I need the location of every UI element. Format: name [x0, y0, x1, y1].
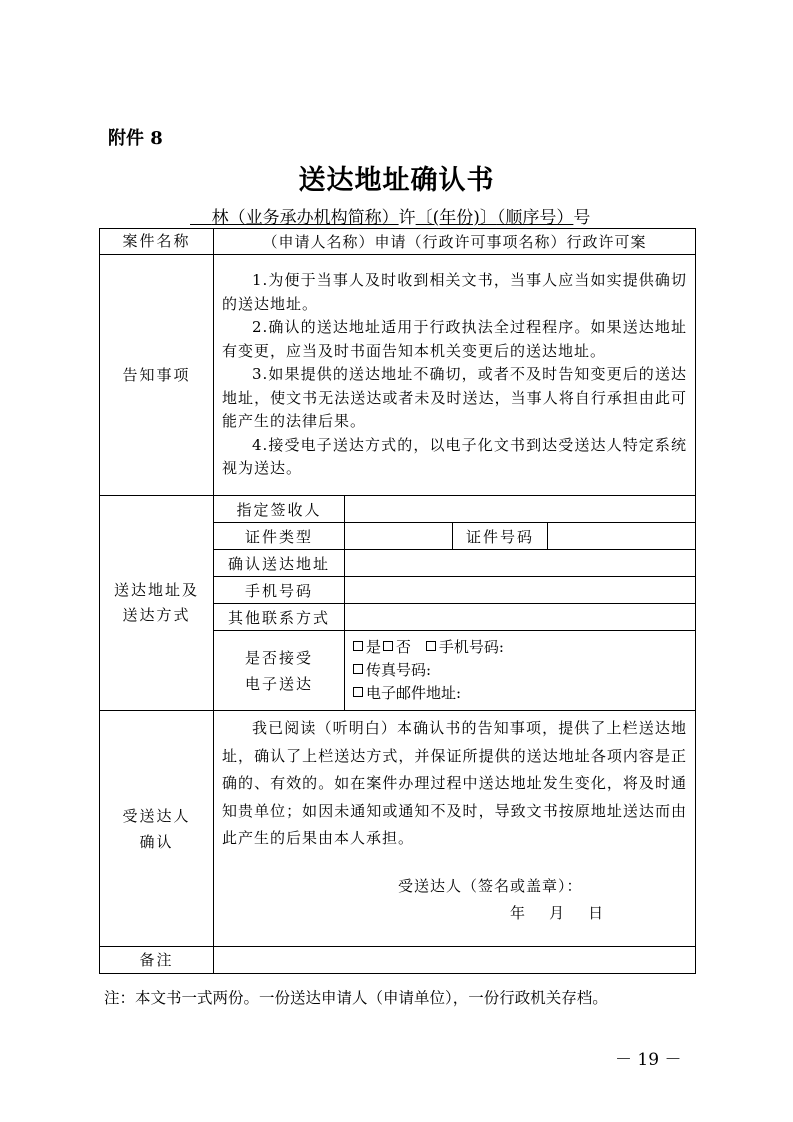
electronic-delivery-label-text: 是否接受电子送达: [244, 648, 313, 693]
other-contact-label: 其他联系方式: [214, 604, 345, 631]
mobile-field[interactable]: [345, 577, 696, 604]
id-number-label: 证件号码: [453, 523, 548, 550]
id-type-field[interactable]: [345, 523, 453, 550]
attachment-label: 附件 8: [108, 128, 163, 149]
doc-number-xu: 许: [398, 208, 416, 228]
no-option-label: 否: [396, 638, 412, 656]
recipient-confirm-content: [214, 711, 696, 947]
recipient-confirm-label: [100, 711, 214, 947]
designated-recipient-label: 指定签收人: [214, 496, 345, 523]
doc-number-year: 〔(年份)〕: [415, 208, 497, 228]
notice-content: [214, 255, 696, 496]
confirm-address-label: 确认送达地址: [214, 550, 345, 577]
remarks-label: 备注: [100, 947, 214, 974]
address-section-label: [100, 496, 214, 711]
recipient-confirm-text: 我已阅读（听明白）本确认书的告知事项，提供了上栏送达地址，确认了上栏送达方式，并保证所提供的送达地址各项内容是正确的、有效的。如在案件办理过程中送达地址发生变化，将及时通知贵单位；如因未通知或通知不及时，导致文书按原地址送达而由此产生的后果由本人承担。: [222, 719, 688, 847]
yes-option-label: 是: [366, 638, 382, 656]
id-number-field[interactable]: [548, 523, 696, 550]
document-title: 送达地址确认书: [298, 165, 495, 196]
case-name-value: （申请人名称）申请（行政许可事项名称）行政许可案: [214, 229, 696, 255]
doc-number-seq: （顺序号）: [496, 208, 574, 228]
designated-recipient-field[interactable]: [345, 496, 696, 523]
recipient-confirm-label-text: 受送达人确认: [122, 806, 191, 851]
other-contact-field[interactable]: [345, 604, 696, 631]
no-checkbox[interactable]: [383, 641, 393, 651]
date-line: 年 月 日: [510, 903, 605, 922]
doc-number-hao: 号: [573, 208, 591, 228]
email-checkbox[interactable]: [353, 687, 363, 697]
id-type-label: 证件类型: [214, 523, 345, 550]
notice-item-2: 2.确认的送达地址适用于行政执法全过程程序。如果送达地址有变更，应当及时书面告知本机关变更后的送达地址。: [222, 318, 688, 360]
fax-option-label: 传真号码:: [366, 661, 432, 679]
electronic-delivery-options: [345, 631, 696, 711]
notice-item-4: 4.接受电子送达方式的，以电子化文书到达受送达人特定系统视为送达。: [222, 435, 688, 478]
footnote: 注：本文书一式两份。一份送达申请人（申请单位），一份行政机关存档。: [104, 989, 608, 1007]
email-option-label: 电子邮件地址:: [366, 684, 462, 702]
notice-label: 告知事项: [100, 255, 214, 496]
mobile-label: 手机号码: [214, 577, 345, 604]
page-number: － 19 －: [615, 1050, 682, 1070]
remarks-row: [100, 947, 696, 974]
case-name-row: [100, 229, 696, 255]
phone-checkbox[interactable]: [426, 641, 436, 651]
fax-checkbox[interactable]: [353, 664, 363, 674]
electronic-delivery-label: [214, 631, 345, 711]
recipient-confirm-row: [100, 711, 696, 947]
confirmation-form-table: [99, 228, 696, 974]
remarks-field[interactable]: [214, 947, 696, 974]
doc-number-agency: 林（业务承办机构简称）: [211, 208, 399, 228]
notice-item-3: 3.如果提供的送达地址不确切，或者不及时告知变更后的送达地址，使文书无法送达或者未及时送达，当事人将自行承担由此可能产生的法律后果。: [222, 365, 688, 431]
designated-recipient-row: [100, 496, 696, 523]
notice-row: [100, 255, 696, 496]
doc-number-blank: [190, 208, 212, 228]
address-section-label-text: 送达地址及送达方式: [113, 581, 199, 624]
case-name-label: 案件名称: [100, 229, 214, 255]
confirm-address-field[interactable]: [345, 550, 696, 577]
notice-item-1: 1.为便于当事人及时收到相关文书，当事人应当如实提供确切的送达地址。: [222, 271, 688, 313]
phone-option-label: 手机号码:: [438, 638, 504, 656]
yes-checkbox[interactable]: [353, 641, 363, 651]
signature-line: 受送达人（签名或盖章）：: [398, 876, 583, 895]
document-number: [190, 203, 590, 228]
